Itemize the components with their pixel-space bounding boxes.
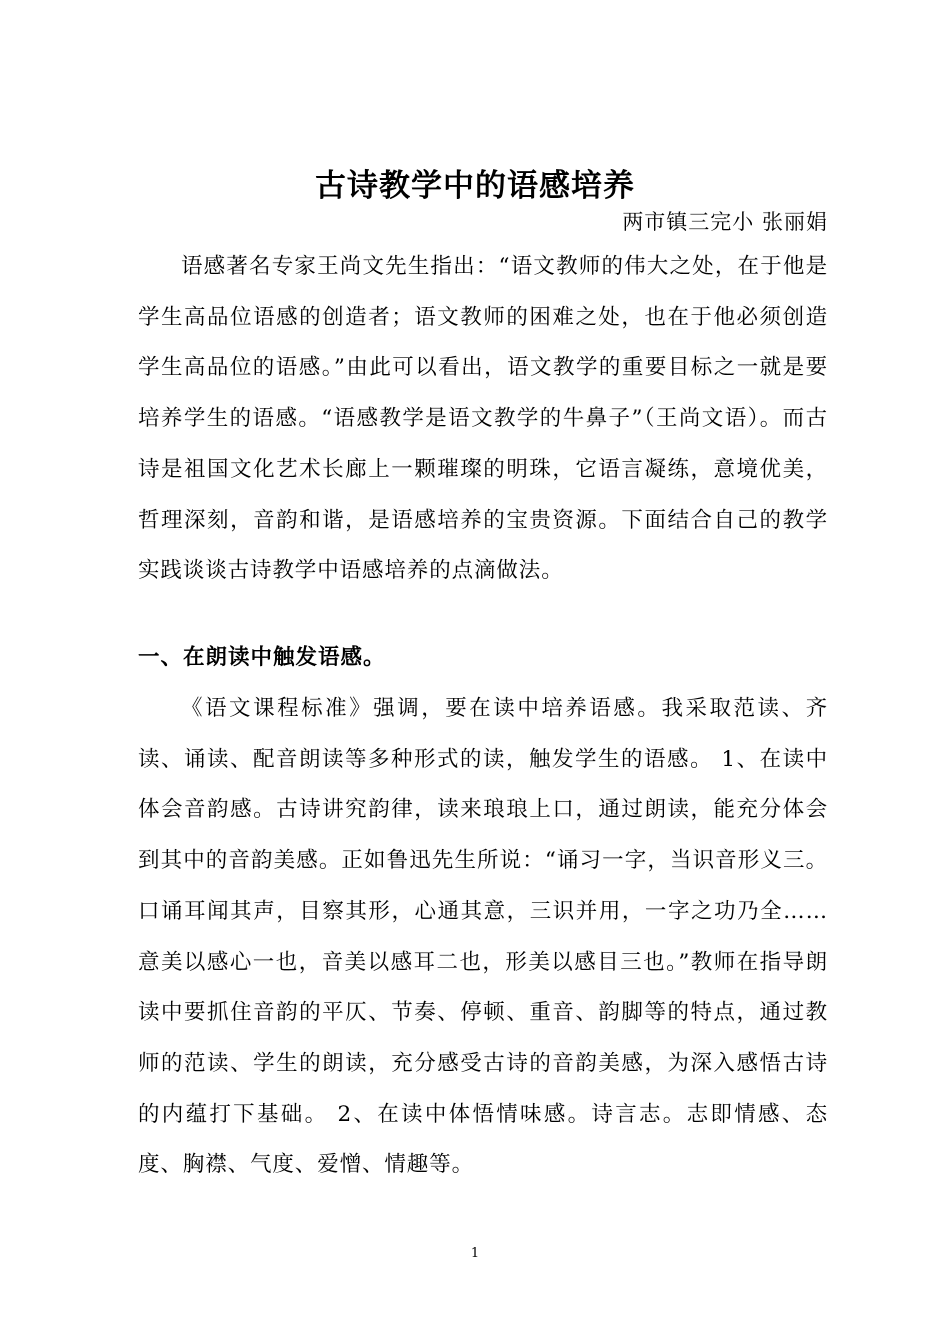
- document-title: 古诗教学中的语感培养: [315, 168, 635, 204]
- page-number: 1: [470, 1246, 480, 1261]
- intro-paragraph: 语感著名专家王尚文先生指出：“语文教师的伟大之处，在于他是学生高品位语感的创造者；语文教师的困难之处，也在于他必须创造学生高品位的语感。”由此可以看出，语文教学的重要目标之一就是要培养学生的语感。“语感教学是语文教学的牛鼻子”（王尚文语）。而古诗是祖国文化艺术长廊上一颗璀璨的明珠，它语言凝练，意境优美，哲理深刻，音韵和谐，是语感培养的宝贵资源。下面结合自己的教学实践谈谈古诗教学中语感培养的点滴做法。: [138, 254, 828, 584]
- body-paragraph: 《语文课程标准》强调，要在读中培养语感。我采取范读、齐读、诵读、配音朗读等多种形式的读，触发学生的语感。 1、在读中体会音韵感。古诗讲究韵律，读来琅琅上口，通过朗读，能充分体会到其中的音韵美感。正如鲁迅先生所说：“诵习一字，当识音形义三。口诵耳闻其声，目察其形，心通其意，三识并用，一字之功乃全……意美以感心一也，音美以感耳二也，形美以感目三也。”教师在指导朗读中要抓住音韵的平仄、节奏、停顿、重音、韵脚等的特点，通过教师的范读、学生的朗读，充分感受古诗的音韵美感，为深入感悟古诗的内蕴打下基础。 2、在读中体悟情味感。诗言志。志即情感、态度、胸襟、气度、爱憎、情趣等。: [138, 696, 828, 1178]
- author-line: 两市镇三完小 张丽娟: [622, 210, 828, 234]
- section-heading: 一、在朗读中触发语感。: [138, 645, 386, 670]
